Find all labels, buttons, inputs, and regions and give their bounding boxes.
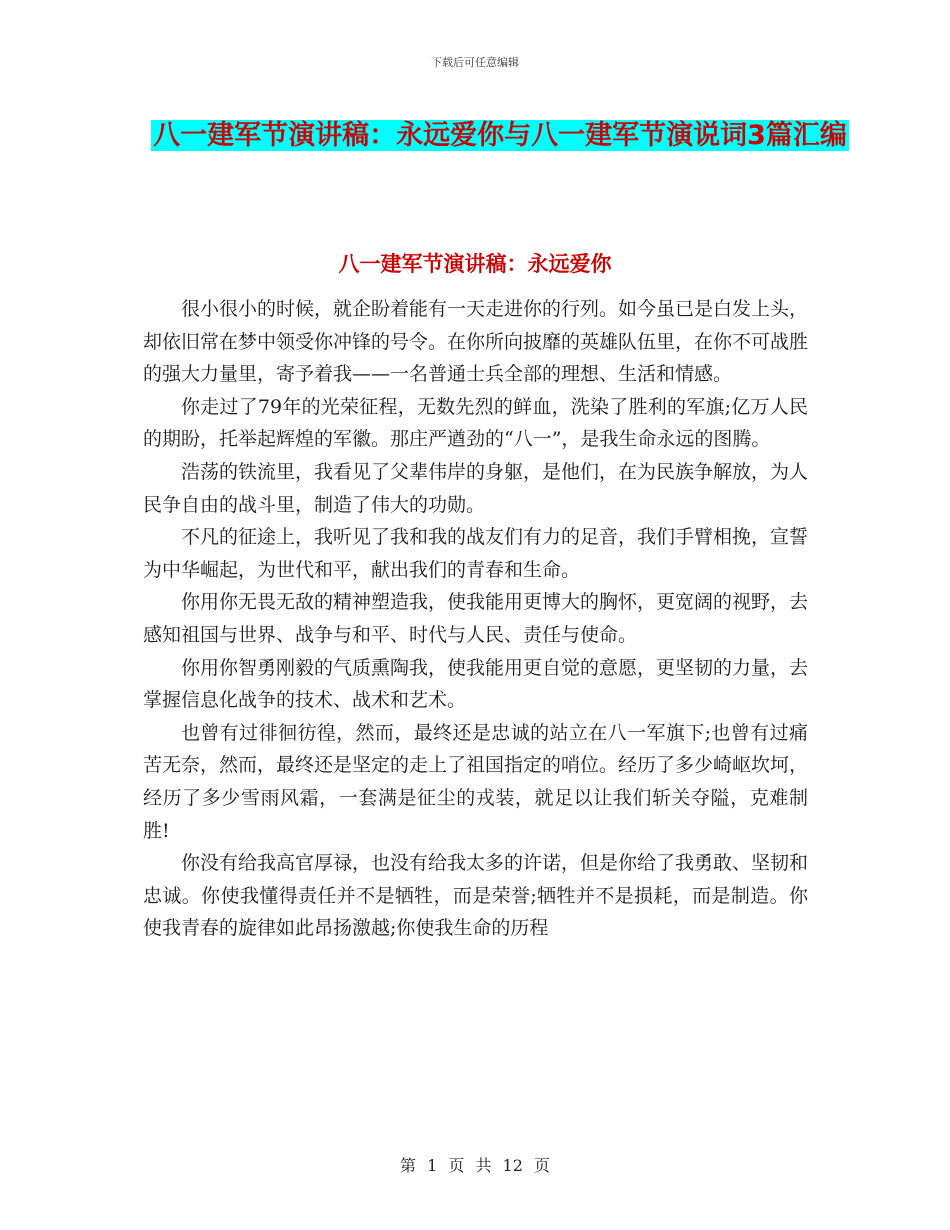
paragraph: 也曾有过徘徊彷徨，然而，最终还是忠诚的站立在八一军旗下;也曾有过痛苦无奈，然而，最终还是坚定的走上了祖国指定的哨位。经历了多少崎岖坎坷，经历了多少雪雨风霜，一套满是征尘的戎装，就足以让我们斩关夺隘，克难制胜! [143,721,809,842]
document-body [143,293,808,945]
document-title [140,112,860,160]
paragraph: 不凡的征途上，我听见了我和我的战友们有力的足音，我们手臂相挽，宣誓为中华崛起，为世代和平，献出我们的青春和生命。 [143,526,809,581]
paragraph: 很小很小的时候，就企盼着能有一天走进你的行列。如今虽已是白发上头，却依旧常在梦中领受你冲锋的号令。在你所向披靡的英雄队伍里，在你不可战胜的强大力量里，寄予着我——一名普通士兵全部的理想、生活和情感。 [143,298,809,386]
paragraph: 你没有给我高官厚禄，也没有给我太多的许诺，但是你给了我勇敢、坚韧和忠诚。你使我懂得责任并不是牺牲，而是荣誉;牺牲并不是损耗，而是制造。你使我青春的旋律如此昂扬激越;你使我生命的历程 [143,852,809,940]
header-note: 下载后可任意编辑 [431,56,519,69]
paragraph: 你用你智勇刚毅的气质熏陶我，使我能用更自觉的意愿，更坚韧的力量，去掌握信息化战争的技术、战术和艺术。 [143,656,809,712]
section-title: 八一建军节演讲稿：永远爱你 [338,252,612,276]
document-title-text: 八一建军节演讲稿：永远爱你与八一建军节演说词3篇汇编 [153,120,847,151]
paragraph: 你用你无畏无敌的精神塑造我，使我能用更博大的胸怀，更宽阔的视野，去感知祖国与世界、战争与和平、时代与人民、责任与使命。 [143,591,809,646]
paragraph: 你走过了79年的光荣征程，无数先烈的鲜血，洗染了胜利的军旗;亿万人民的期盼，托举起辉煌的军徽。那庄严遒劲的“八一”，是我生命永远的图腾。 [143,395,808,451]
paragraph: 浩荡的铁流里，我看见了父辈伟岸的身躯，是他们，在为民族争解放，为人民争自由的战斗里，制造了伟大的功勋。 [143,460,809,516]
page-number: 第 1 页 共 12 页 [400,1156,550,1175]
